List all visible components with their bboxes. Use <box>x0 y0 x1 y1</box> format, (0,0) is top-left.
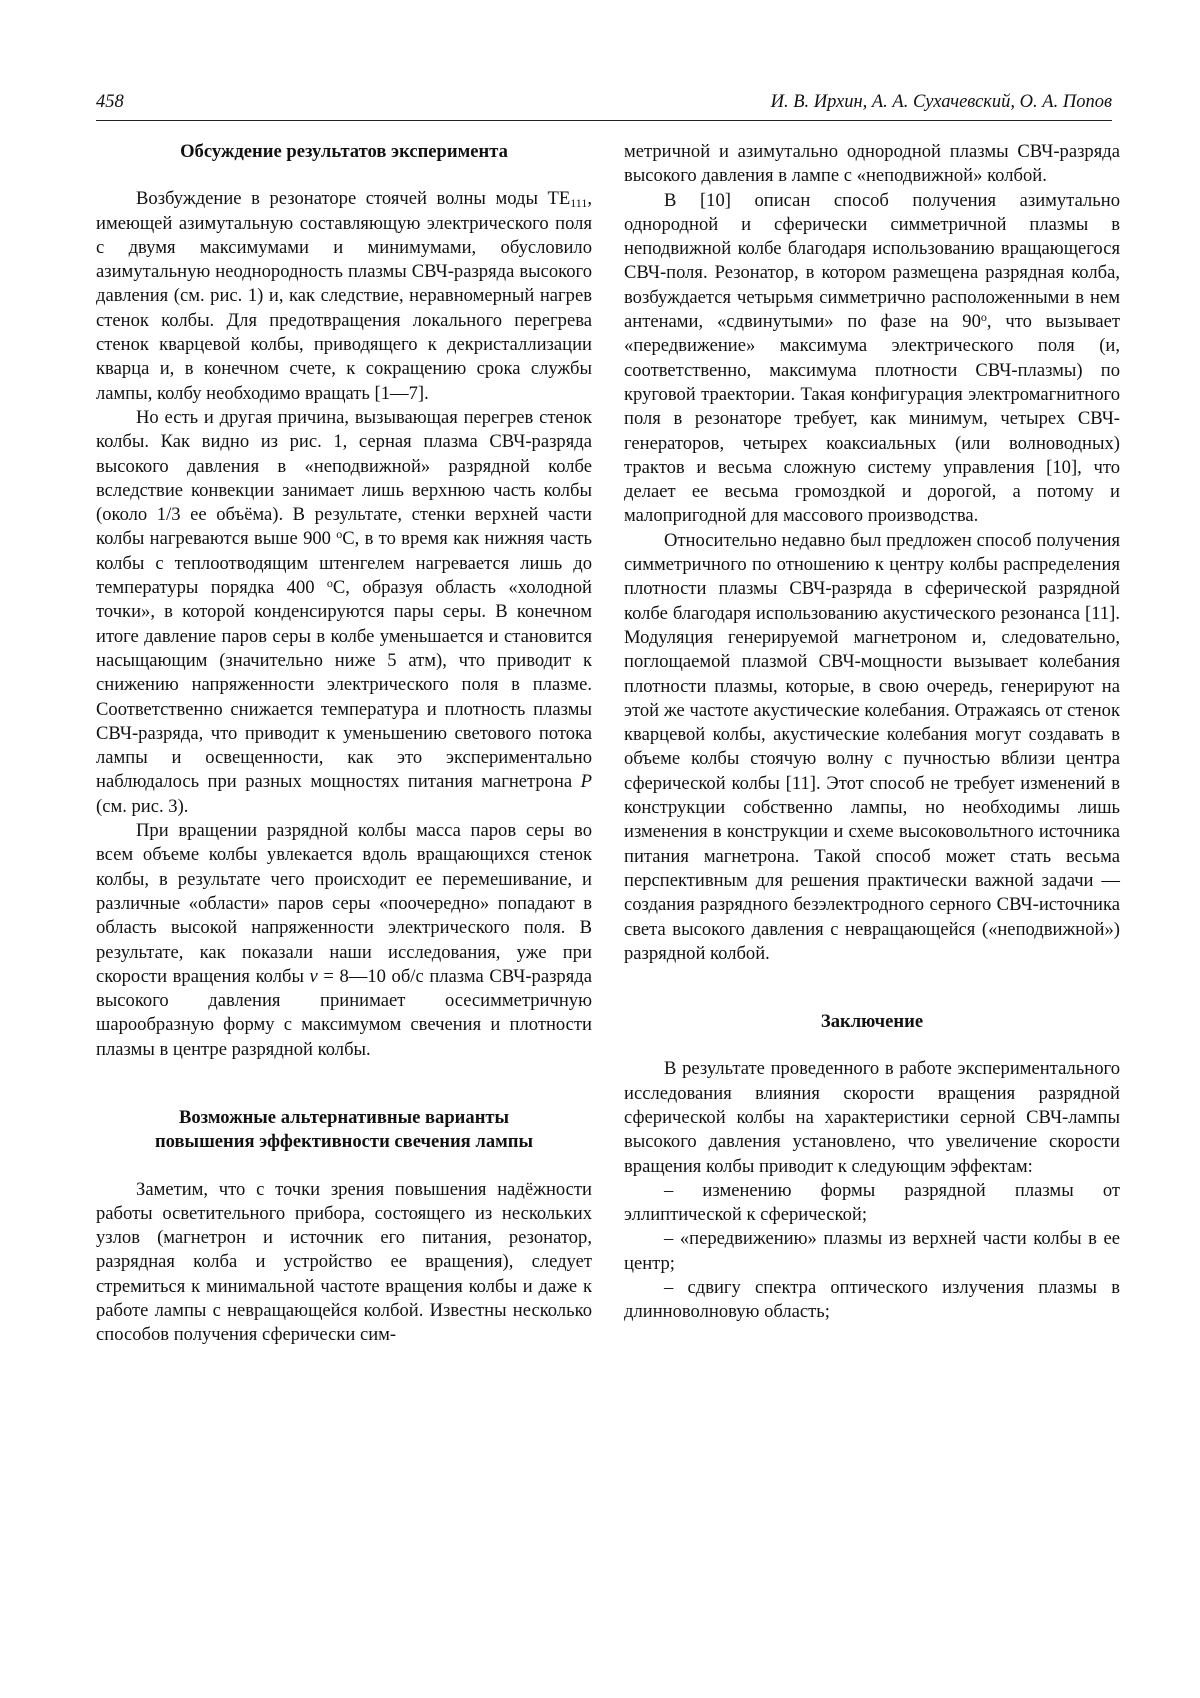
left-column <box>96 140 592 1348</box>
right-column <box>624 140 1120 1325</box>
list-item: – сдвигу спектра оптического излучения плазмы в длинноволновую область; <box>624 1277 1120 1323</box>
paragraph: метричной и азимутально однородной плазмы СВЧ-разряда высокого давления в лампе с «неподвижной» колбой. <box>624 141 1120 187</box>
paragraph: Заметим, что с точки зрения повышения надёжности работы осветительного прибора, состоящего из нескольких узлов (магнетрон и источник его питания, резонатор, разрядная колба и устройство ее вращения), следует стремиться к минимальной частоте вращения колбы и даже к работе лампы с невращающейся колбой. Известны несколько способов получения сферически сим- <box>96 1178 592 1346</box>
paragraph: При вращении разрядной колбы масса паров серы во всем объеме колбы увлекается вдоль вращающихся стенок колбы, в результате чего происходит ее перемешивание, и различные «области» паров серы «поочередно» попадают в область высокой напряженности электрического поля. В результате, как показали наши исследования, уже при скорости вращения колбы ν = 8—10 об/с плазма СВЧ-разряда высокого давления принимает осесимметричную шарообразную форму с максимумом свечения и плотности плазмы в центре разрядной колбы. <box>96 820 592 1060</box>
section-heading-discussion: Обсуждение результатов эксперимента <box>180 141 508 162</box>
running-head-authors: И. В. Ирхин, А. А. Сухачевский, О. А. Попов <box>770 92 1112 112</box>
page-number: 458 <box>96 92 124 112</box>
paragraph: Относительно недавно был предложен способ получения симметричного по отношению к центру колбы распределения плотности плазмы СВЧ-разряда в сферической разрядной колбе благодаря использованию акустического резонанса [11]. Модуляция генерируемой магнетроном и, следовательно, поглощаемой плазмой СВЧ-мощности вызывает колебания плотности плазмы, которые, в свою очередь, генерируют на этой же частоте акустические колебания. Отражаясь от стенок кварцевой колбы, акустические колебания могут создавать в объеме колбы стоячую волну с пучностью вблизи центра сферической колбы [11]. Этот способ не требует изменений в конструкции собственно лампы, но необходимы лишь изменения в конструкции и схеме высоковольтного источника питания магнетрона. Такой способ может стать весьма перспективным для решения практически важной задачи — создания разрядного безэлектродного серного СВЧ-источника света высокого давления с невращающейся («неподвижной») разрядной колбой. <box>624 529 1120 964</box>
page-header <box>96 92 1112 121</box>
paragraph: Но есть и другая причина, вызывающая перегрев стенок колбы. Как видно из рис. 1, серная плазма СВЧ-разряда высокого давления в «неподвижной» разрядной колбе вследствие конвекции занимает лишь верхнюю часть колбы (около 1/3 ее объёма). В результате, стенки верхней части колбы нагреваются выше 900 $^o$С, в то время как нижняя часть колбы с теплоотводящим штенгелем нагревается лишь до температуры порядка 400 $^o$С, образуя область «холодной точки», в которой конденсируются пары серы. В конечном итоге давление паров серы в колбе уменьшается и становится насыщающим (значительно ниже 5 атм), что приводит к снижению напряженности электрического поля в плазме. Соответственно снижается температура и плотность плазмы СВЧ-разряда, что приводит к уменьшению светового потока лампы и освещенности, как это экспериментально наблюдалось при разных мощностях питания магнетрона P (см. рис. 3). <box>96 406 592 817</box>
list-item: – изменению формы разрядной плазмы от эллиптической к сферической; <box>624 1179 1120 1226</box>
section-heading-alternatives: Возможные альтернативные варианты повышения эффективности свечения лампы <box>154 1106 534 1153</box>
list-item: – «передвижению» плазмы из верхней части колбы в ее центр; <box>624 1228 1120 1274</box>
paragraph: В [10] описан способ получения азимутально однородной и сферически симметричной плазмы в неподвижной колбе благодаря использованию вращающегося СВЧ-поля. Резонатор, в котором размещена разрядная колба, возбуждается четырьмя симметрично расположенными в нем антенами, «сдвинутыми» по фазе на 90$^o$, что вызывает «передвижение» максимума электрического поля (и, соответственно, максимума плотности СВЧ-плазмы) по круговой траектории. Такая конфигурация электромагнитного поля в резонаторе требует, как минимум, четырех СВЧ-генераторов, четырех коаксиальных (или волноводных) трактов и весьма сложную систему управления [10], что делает ее весьма громоздкой и дорогой, а потому и малопригодной для массового производства. <box>624 189 1120 527</box>
paragraph: В результате проведенного в работе экспериментального исследования влияния скорости вращения разрядной сферической колбы на характеристики серной СВЧ-лампы высокого давления установлено, что увеличение скорости вращения колбы приводит к следующим эффектам: <box>624 1058 1120 1177</box>
paragraph: Возбуждение в резонаторе стоячей волны моды $ТЕ_{111}$, имеющей азимутальную составляющую электрического поля с двумя максимумами и минимумами, обусловило азимутальную неоднородность плазмы СВЧ-разряда высокого давления (см. рис. 1) и, как следствие, неравномерный нагрев стенок колбы. Для предотвращения локального перегрева стенок кварцевой колбы, приводящего к декристаллизации кварца и, в конечном счете, к сокращению срока службы лампы, колбу необходимо вращать [1—7]. <box>96 188 592 404</box>
section-heading-conclusion: Заключение <box>820 1011 924 1033</box>
